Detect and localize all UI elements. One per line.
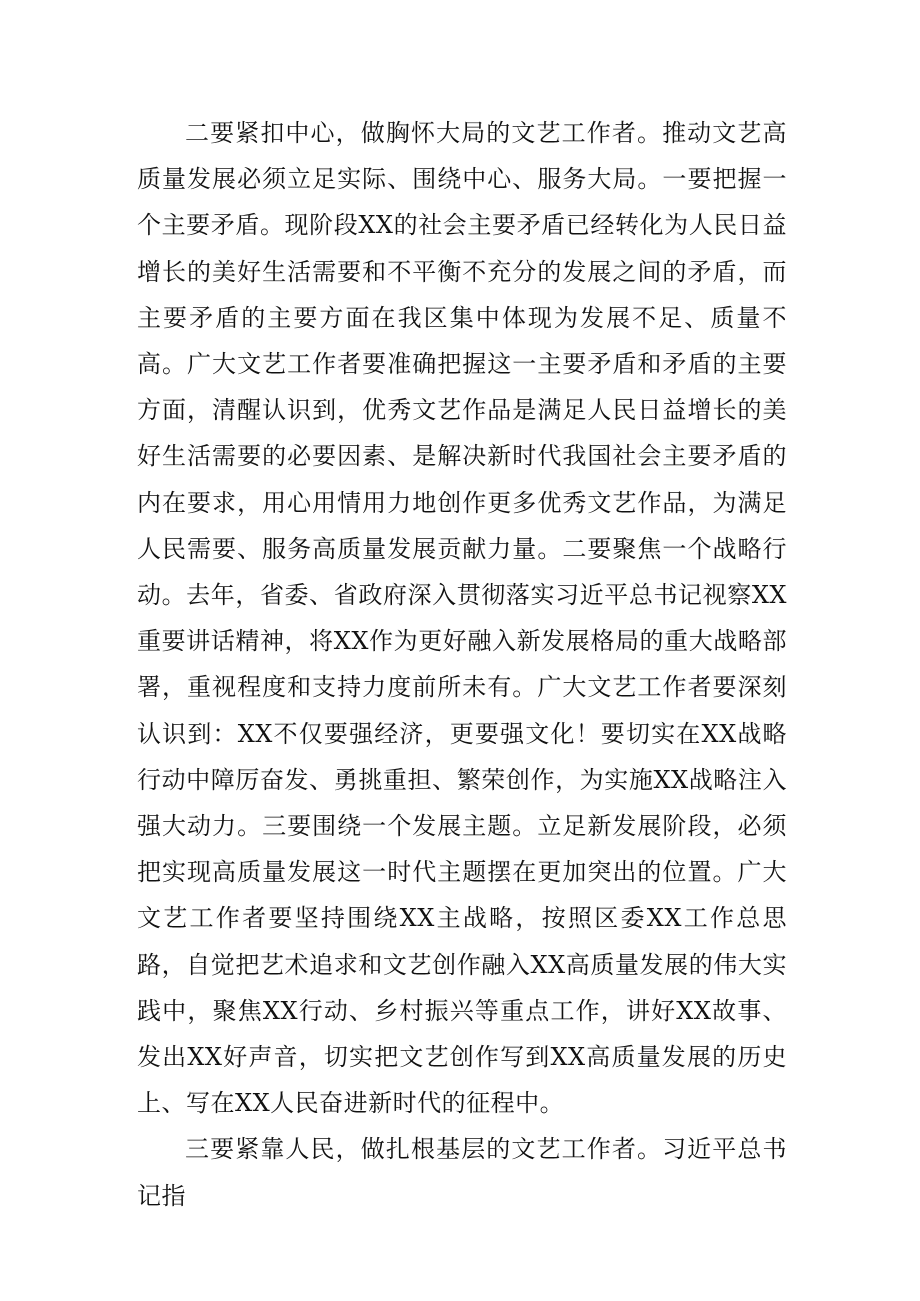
paragraph-focus-center: 二要紧扣中心，做胸怀大局的文艺工作者。推动文艺高质量发展必须立足实际、围绕中心、服务大局。一要把握一个主要矛盾。现阶段XX的社会主要矛盾已经转化为人民日益增长的美好生活需要和不平衡不充分的发展之间的矛盾，而主要矛盾的主要方面在我区集中体现为发展不足、质量不高。广大文艺工作者要准确把握这一主要矛盾和矛盾的主要方面，清醒认识到，优秀文艺作品是满足人民日益增长的美好生活需要的必要因素、是解决新时代我国社会主要矛盾的内在要求，用心用情用力地创作更多优秀文艺作品，为满足人民需要、服务高质量发展贡献力量。二要聚焦一个战略行动。去年，省委、省政府深入贯彻落实习近平总书记视察XX重要讲话精神，将XX作为更好融入新发展格局的重大战略部署，重视程度和支持力度前所未有。广大文艺工作者要深刻认识到：XX不仅要强经济，更要强文化！要切实在XX战略行动中障厉奋发、勇挑重担、繁荣创作，为实施XX战略注入强大动力。三要围绕一个发展主题。立足新发展阶段，必须把实现高质量发展这一时代主题摆在更加突出的位置。广大文艺工作者要坚持围绕XX主战略，按照区委XX工作总思路，自觉把艺术追求和文艺创作融入XX高质量发展的伟大实践中，聚焦XX行动、乡村振兴等重点工作，讲好XX故事、发出XX好声音，切实把文艺创作写到XX高质量发展的历史上、写在XX人民奋进新时代的征程中。 xyxy=(137,119,787,1118)
paragraph-close-to-people: 三要紧靠人民，做扎根基层的文艺工作者。习近平总书记指 xyxy=(137,1135,787,1210)
document-body xyxy=(137,110,787,1219)
